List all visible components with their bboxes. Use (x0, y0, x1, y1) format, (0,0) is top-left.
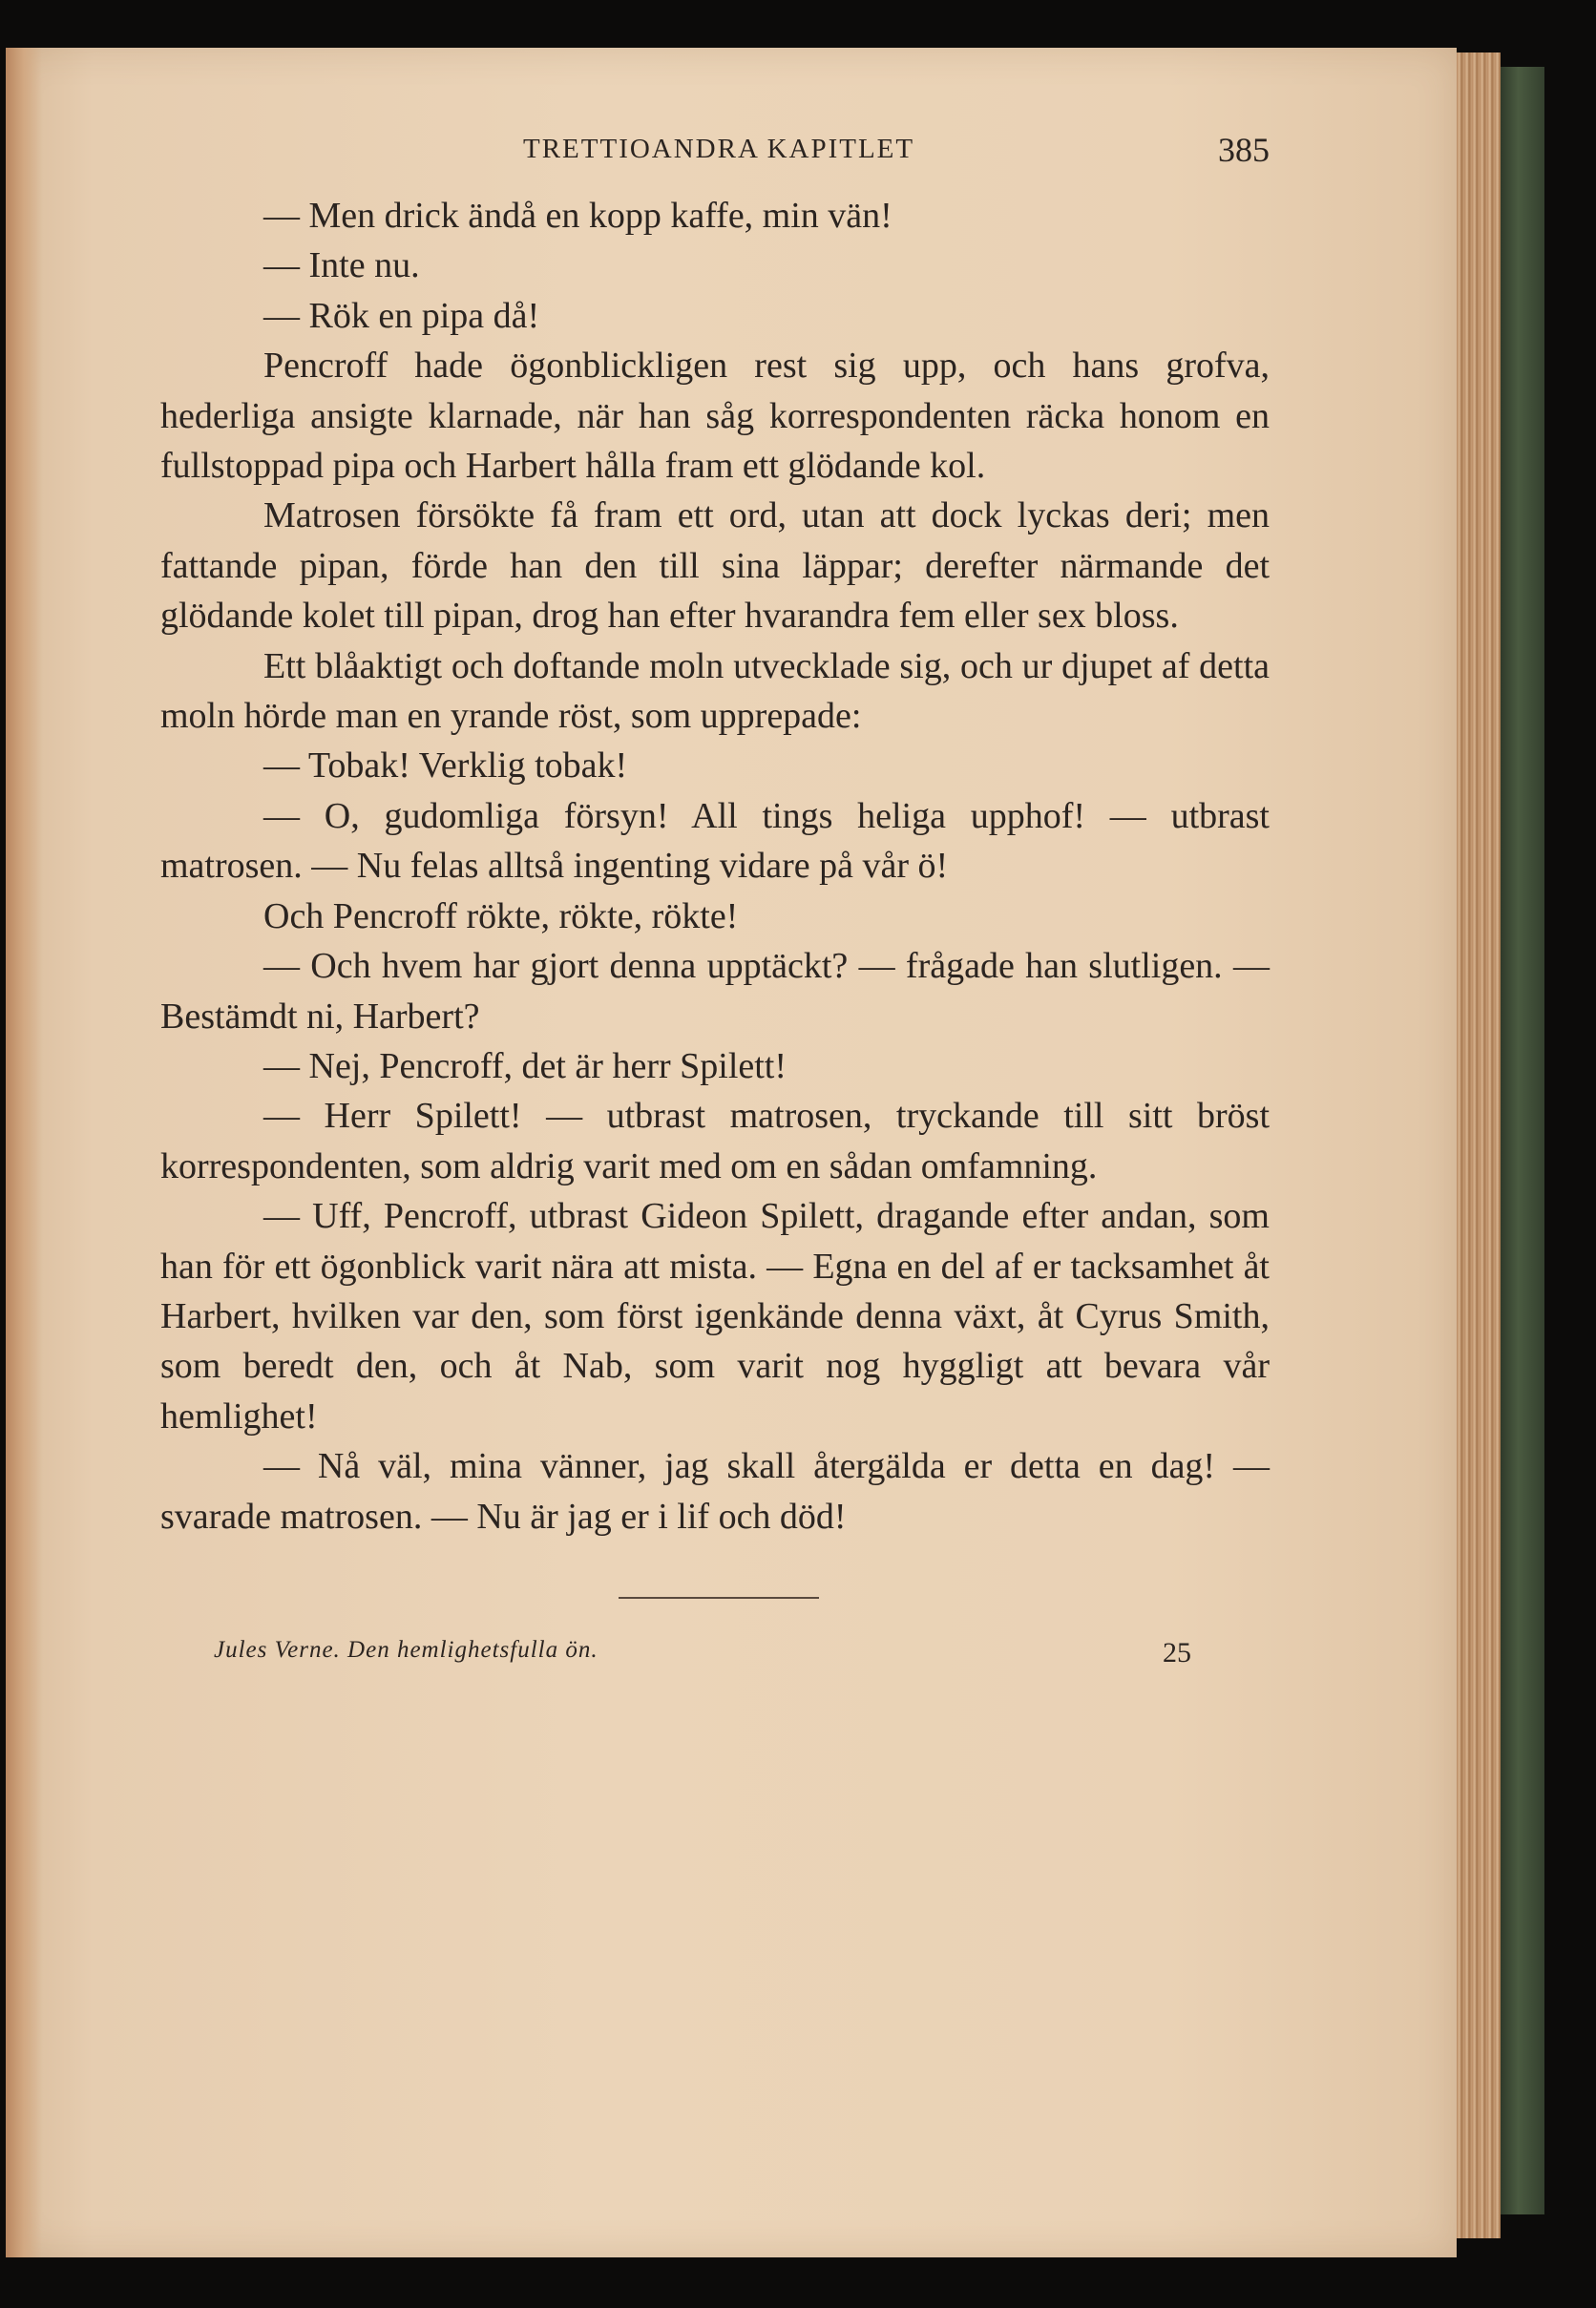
paragraph: Pencroff hade ögonblickligen rest sig upp, och hans grofva, hederliga ansigte klarnade, när han såg korrespondenten räcka honom en fullstoppad pipa och Harbert hålla fram ett glödande kol. (160, 346, 1270, 487)
text-block (160, 131, 1270, 1685)
page-number: 385 (1218, 131, 1270, 169)
paragraph: — Tobak! Verklig tobak! (263, 745, 628, 787)
paragraph: Matrosen försökte få fram ett ord, utan att dock lyckas deri; men fattande pipan, förde han den till sina läppar; derefter närmande det glödande kolet till pipan, drog han efter hvarandra fem eller sex bloss. (160, 495, 1270, 637)
chapter-title: TRETTIOANDRA KAPITLET (523, 134, 915, 164)
signature-line: Jules Verne. Den hemlighetsfulla ön. (214, 1636, 598, 1663)
paragraph: — Men drick ändå en kopp kaffe, min vän! (263, 196, 892, 236)
paragraph: — O, gudomliga försyn! All tings heliga upphof! — utbrast matrosen. — Nu felas alltså ingenting vidare på vår ö! (160, 795, 1270, 887)
page-gutter-shadow (6, 48, 42, 2257)
paragraph: — Uff, Pencroff, utbrast Gideon Spilett, dragande efter andan, som han för ett ögonblick varit nära att mista. — Egna en del af er tacksamhet åt Harbert, hvilken var den, som först igenkände denna växt, åt Cyrus Smith, som beredt den, och åt Nab, som varit nog hyggligt att bevara vår hemlighet! (160, 1196, 1270, 1437)
paragraph: Ett blåaktigt och doftande moln utvecklade sig, och ur djupet af detta moln hörde man en yrande röst, som upprepade: (160, 645, 1270, 737)
signature-number: 25 (1163, 1636, 1191, 1668)
running-head (160, 131, 1270, 176)
page-footer (160, 1637, 1270, 1685)
page-stack-edges (1457, 52, 1501, 2238)
paragraph: — Nej, Pencroff, det är herr Spilett! (263, 1045, 788, 1086)
section-rule (619, 1597, 819, 1599)
paragraph: Och Pencroff rökte, rökte, rökte! (263, 895, 739, 936)
paragraph: — Rök en pipa då! (263, 295, 540, 336)
paragraph: — Och hvem har gjort denna upptäckt? — frågade han slutligen. — Bestämdt ni, Harbert? (160, 946, 1270, 1037)
paragraph: — Inte nu. (263, 245, 420, 286)
book-cover-edge (1501, 67, 1544, 2214)
paragraph: — Nå väl, mina vänner, jag skall återgälda er detta en dag! — svarade matrosen. — Nu är jag er i lif och död! (160, 1446, 1270, 1537)
paragraph: — Herr Spilett! — utbrast matrosen, tryckande till sitt bröst korrespondenten, som aldrig varit med om en sådan omfamning. (160, 1096, 1270, 1186)
body-text (160, 191, 1270, 1542)
